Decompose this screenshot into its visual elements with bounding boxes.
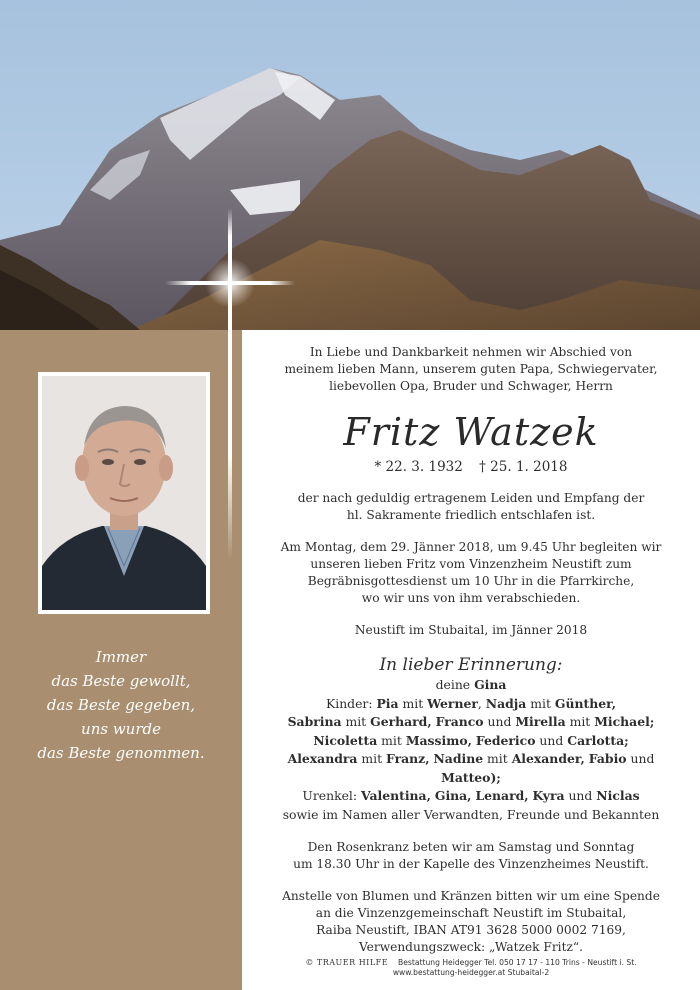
passing-line: der nach geduldig ertragenem Leiden und Empfang der bbox=[297, 491, 645, 505]
mountain-header-image bbox=[0, 0, 700, 330]
donation-line: Anstelle von Blumen und Kränzen bitten wir um eine Spende bbox=[282, 889, 660, 903]
family-line-alexandra: Alexandra mit Franz, Nadine mit Alexander, Fabio und Matteo); bbox=[287, 751, 655, 785]
funeral-text bbox=[258, 539, 684, 607]
footer-contact: Bestattung Heidegger Tel. 050 17 17 - 110 Trins - Neustift i. St. bbox=[398, 958, 637, 967]
passing-text bbox=[258, 490, 684, 524]
portrait-illustration bbox=[42, 376, 206, 610]
rosary-text bbox=[258, 839, 684, 873]
deceased-name: Fritz Watzek bbox=[343, 410, 599, 454]
family-line-kids: Kinder: Pia mit Werner, Nadja mit Günther, bbox=[325, 695, 617, 711]
family-line-sabrina: Sabrina mit Gerhard, Franco und Mirella mit Michael; bbox=[287, 714, 655, 729]
mountain-illustration bbox=[0, 0, 700, 330]
family-line-relatives: sowie im Namen aller Verwandten, Freunde und Bekannten bbox=[282, 806, 660, 822]
intro-line: In Liebe und Dankbarkeit nehmen wir Abschied von bbox=[309, 345, 633, 359]
funeral-line: Am Montag, dem 29. Jänner 2018, um 9.45 Uhr begleiten wir bbox=[280, 540, 662, 554]
quote-line: das Beste gegeben, bbox=[46, 696, 196, 714]
intro-text bbox=[258, 344, 684, 395]
family-line-nicoletta: Nicoletta mit Massimo, Federico und Carlotta; bbox=[313, 732, 629, 748]
quote-line: uns wurde bbox=[81, 720, 161, 738]
trauer-hilfe-logo: © TRAUER HILFE bbox=[305, 958, 389, 967]
quote-line: das Beste gewollt, bbox=[51, 672, 191, 690]
family-line-grandkids: Urenkel: Valentina, Gina, Lenard, Kyra und Niclas bbox=[302, 788, 640, 803]
donation-text bbox=[258, 888, 684, 956]
passing-line: hl. Sakramente friedlich entschlafen ist. bbox=[346, 508, 596, 522]
sidebar-panel bbox=[0, 330, 242, 990]
family-line-wife: deine Gina bbox=[435, 677, 507, 692]
footer-line-2: www.bestattung-heidegger.at Stubaital-2 bbox=[392, 968, 550, 977]
rosary-line: um 18.30 Uhr in der Kapelle des Vinzenzheimes Neustift. bbox=[293, 857, 649, 871]
birth-date: * 22. 3. 1932 bbox=[374, 459, 463, 475]
quote-line: Immer bbox=[95, 648, 147, 666]
quote-line: das Beste genommen. bbox=[37, 744, 205, 762]
place-date: Neustift im Stubaital, im Jänner 2018 bbox=[354, 623, 588, 637]
footer bbox=[258, 958, 684, 978]
portrait-frame bbox=[38, 372, 210, 614]
memory-title: In lieber Erinnerung: bbox=[379, 655, 563, 675]
funeral-line: Begräbnisgottesdienst um 10 Uhr in die Pfarrkirche, bbox=[307, 574, 635, 588]
rosary-line: Den Rosenkranz beten wir am Samstag und Sonntag bbox=[307, 840, 635, 854]
funeral-line: wo wir uns von ihm verabschieden. bbox=[361, 591, 581, 605]
donation-line: Raiba Neustift, IBAN AT91 3628 5000 0002 7169, bbox=[316, 923, 626, 937]
donation-line: Verwendungszweck: „Watzek Fritz“. bbox=[358, 940, 584, 954]
portrait-photo bbox=[42, 376, 206, 610]
obituary-text bbox=[258, 344, 684, 971]
footer-line-1 bbox=[258, 958, 684, 968]
memorial-quote bbox=[0, 645, 242, 765]
cross-glow-icon bbox=[204, 259, 256, 307]
life-dates bbox=[258, 459, 684, 476]
funeral-line: unseren lieben Fritz vom Vinzenzheim Neustift zum bbox=[310, 557, 632, 571]
intro-line: meinem lieben Mann, unserem guten Papa, Schwiegervater, bbox=[284, 362, 658, 376]
intro-line: liebevollen Opa, Bruder und Schwager, Herrn bbox=[329, 379, 613, 393]
death-date: † 25. 1. 2018 bbox=[479, 459, 568, 475]
family-list bbox=[258, 676, 684, 824]
donation-line: an die Vinzenzgemeinschaft Neustift im Stubaital, bbox=[315, 906, 627, 920]
